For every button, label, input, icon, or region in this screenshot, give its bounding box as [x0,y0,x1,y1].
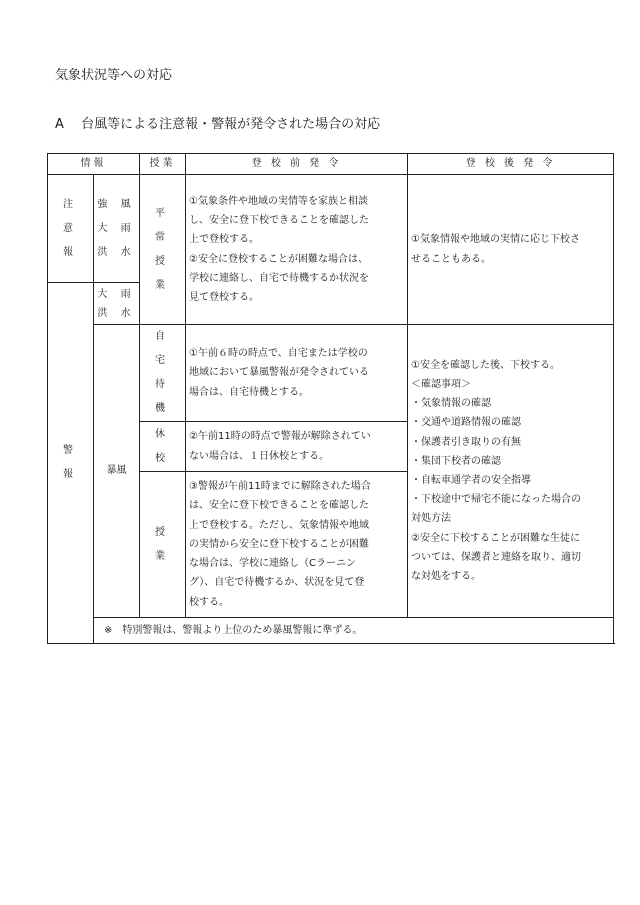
class-closed: 休 校 [140,422,186,472]
header-info: 情報 [48,154,140,175]
class-normal: 平 常 授 業 [140,175,186,325]
header-before-school: 登 校 前 発 令 [186,154,408,175]
before-home-text: ①午前６時の時点で、自宅または学校の 地域において暴風警報が発令されている 場合は、自宅待機とする。 [186,325,408,422]
special-warning-note: ※ 特別警報は、警報より上位のため暴風警報に準ずる。 [94,618,614,644]
advisory-types: 強 風 大 雨 洪 水 [94,175,140,283]
section-title-text: 台風等による注意報・警報が発令された場合の対応 [81,117,381,132]
table-header-row [48,154,614,175]
category-advisory: 注 意 報 [48,175,94,283]
section-title [55,113,380,132]
header-class: 授業 [140,154,186,175]
section-label: A [55,117,64,132]
before-closed-text: ②午前11時の時点で警報が解除されてい ない場合は、１日休校とする。 [186,422,408,472]
header-after-school: 登 校 後 発 令 [408,154,614,175]
table-note-row [48,618,614,644]
table-row [48,175,614,283]
class-lesson: 授 業 [140,472,186,618]
before-normal-text: ①気象条件や地域の実情等を家族と相談 し、安全に登下校できることを確認した 上で登校する。 ②安全に登校することが困難な場合は、 学校に連絡し、自宅で待機するか状況を 見て登校する。 [186,175,408,325]
after-normal-text: ①気象情報や地域の実情に応じ下校さ せることもある。 [408,175,614,325]
storm-type: 暴風 [94,325,140,618]
table-row [48,325,614,422]
class-home: 自 宅 待 機 [140,325,186,422]
category-alert: 警 報 [48,283,94,644]
alert-types: 大 雨 洪 水 [94,283,140,325]
response-table [47,153,614,644]
before-lesson-text: ③警報が午前11時までに解除された場合 は、安全に登下校できることを確認した 上で登校する。ただし、気象情報や地域 の実情から安全に登下校することが困難 な場合は、学校に連絡し（Cラーニン グ）、自宅で待機するか、状況を見て登 校する。 [186,472,408,618]
page-heading: 気象状況等への対応 [55,68,173,83]
after-alert-text: ①安全を確認した後、下校する。 ＜確認事項＞ ・気象情報の確認 ・交通や道路情報の確認 ・保護者引き取りの有無 ・集団下校者の確認 ・自転車通学者の安全指導 ・下校途中で帰宅不能になった場合の 対処方法 ②安全に下校することが困難な生徒に ついては、保護者と連絡を取り、適切 な対処をする。 [408,325,614,618]
